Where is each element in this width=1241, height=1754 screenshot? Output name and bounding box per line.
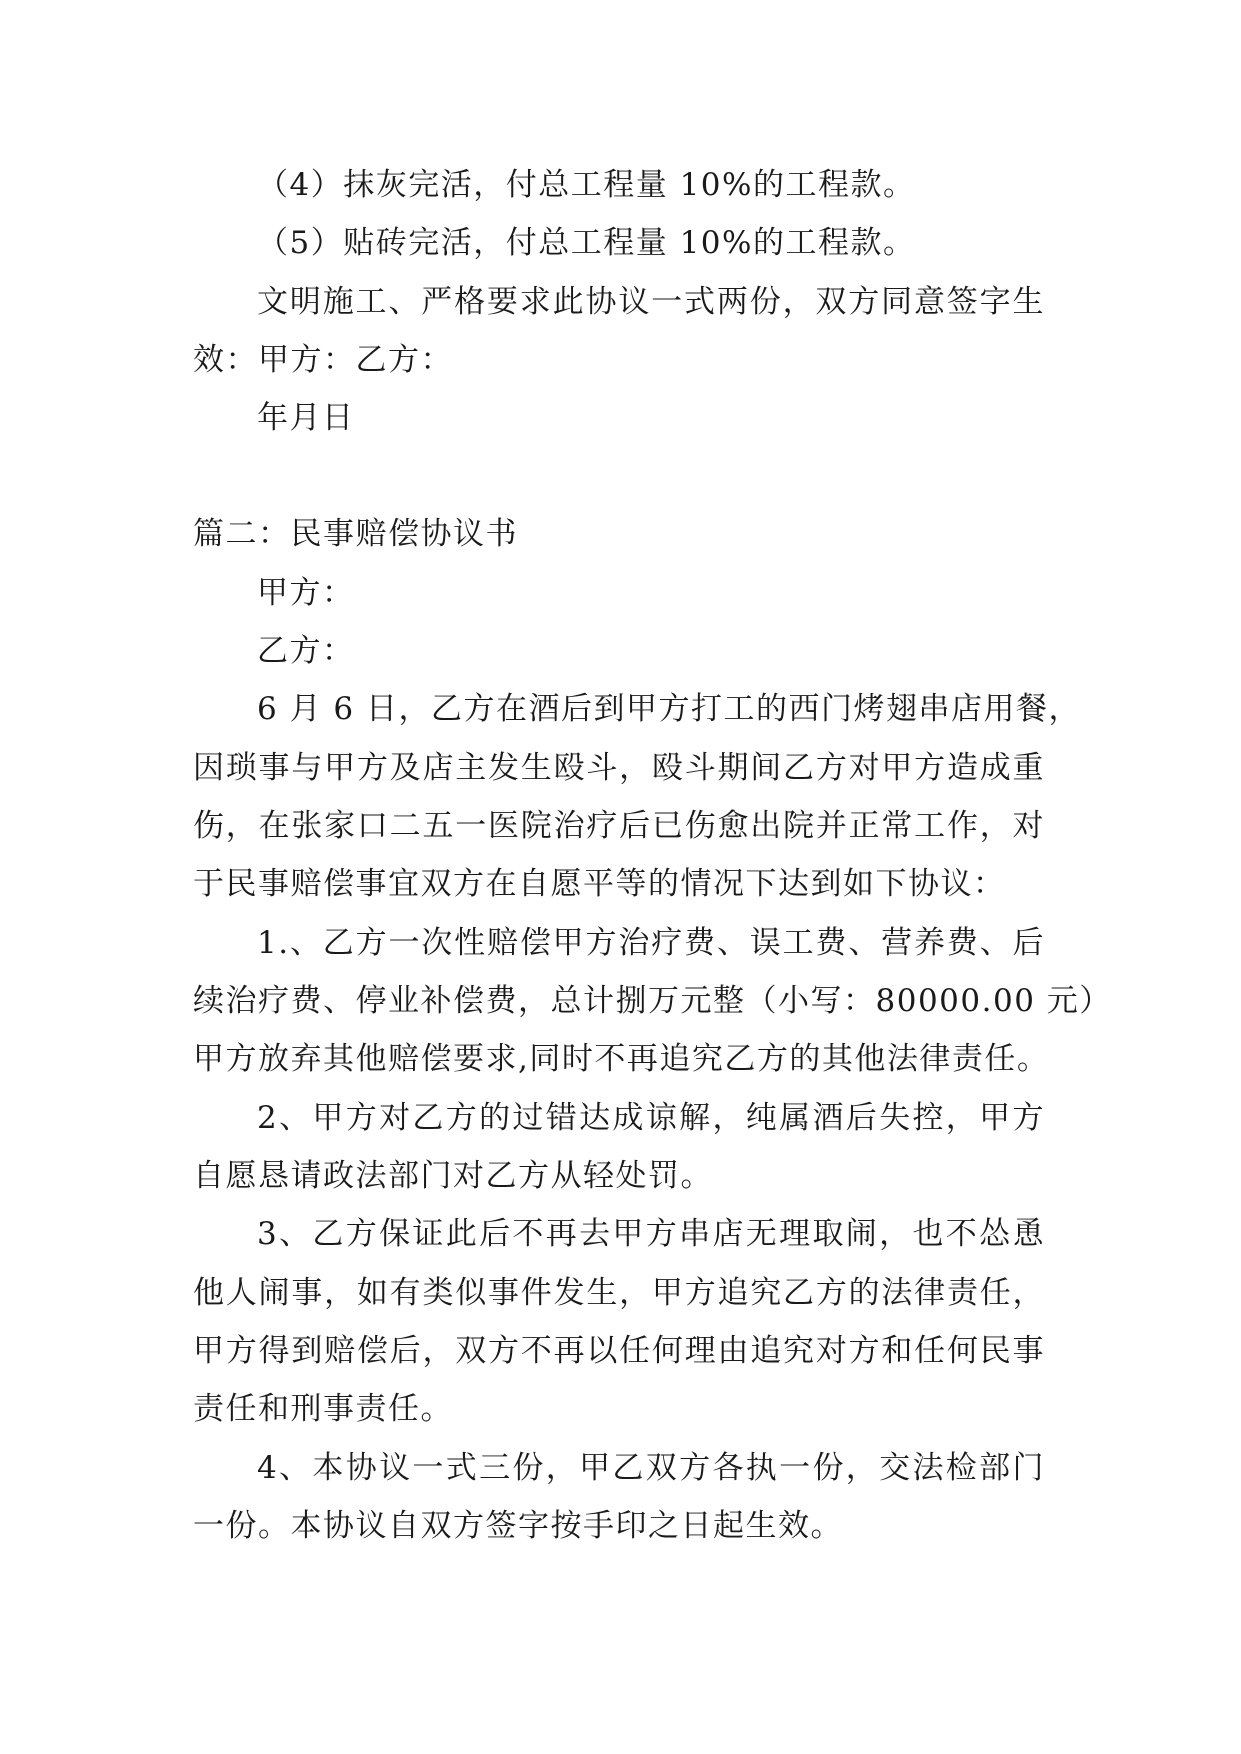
incident-paragraph-line-1: 6 月 6 日，乙方在酒后到甲方打工的西门烤翅串店用餐， xyxy=(257,691,1082,727)
term-3-line-1: 3、乙方保证此后不再去甲方串店无理取闹，也不怂恿 xyxy=(257,1216,1045,1252)
term-1-line-1: 1.、乙方一次性赔偿甲方治疗费、误工费、营养费、后 xyxy=(257,925,1045,961)
term-3-line-4: 责任和刑事责任。 xyxy=(193,1391,453,1427)
closing-paragraph-line-1: 文明施工、严格要求此协议一式两份，双方同意签字生 xyxy=(257,284,1045,320)
term-3-line-2: 他人闹事，如有类似事件发生，甲方追究乙方的法律责任， xyxy=(193,1275,1045,1311)
term-3-line-3: 甲方得到赔偿后，双方不再以任何理由追究对方和任何民事 xyxy=(193,1333,1045,1369)
term-4-line-1: 4、本协议一式三份，甲乙双方各执一份，交法检部门 xyxy=(257,1450,1045,1486)
payment-clause-4: （4）抹灰完活，付总工程量 10%的工程款。 xyxy=(257,167,916,203)
term-4-line-2: 一份。本协议自双方签字按手印之日起生效。 xyxy=(193,1508,843,1544)
term-1-line-3: 甲方放弃其他赔偿要求,同时不再追究乙方的其他法律责任。 xyxy=(193,1041,1050,1077)
term-2-line-1: 2、甲方对乙方的过错达成谅解，纯属酒后失控，甲方 xyxy=(257,1100,1045,1136)
incident-paragraph-line-2: 因琐事与甲方及店主发生殴斗，殴斗期间乙方对甲方造成重 xyxy=(193,750,1045,786)
closing-paragraph-line-2: 效：甲方：乙方： xyxy=(193,342,453,378)
payment-clause-5: （5）贴砖完活，付总工程量 10%的工程款。 xyxy=(257,225,916,261)
party-b-label: 乙方： xyxy=(257,633,355,669)
term-2-line-2: 自愿恳请政法部门对乙方从轻处罚。 xyxy=(193,1158,713,1194)
date-line: 年月日 xyxy=(257,400,355,436)
party-a-label: 甲方： xyxy=(257,575,355,611)
term-1-line-2: 续治疗费、停业补偿费，总计捌万元整（小写：80000.00 元） xyxy=(193,983,1112,1019)
incident-paragraph-line-3: 伤，在张家口二五一医院治疗后已伤愈出院并正常工作，对 xyxy=(193,808,1045,844)
incident-paragraph-line-4: 于民事赔偿事宜双方在自愿平等的情况下达到如下协议： xyxy=(193,866,1006,902)
section-title: 篇二：民事赔偿协议书 xyxy=(193,516,518,552)
